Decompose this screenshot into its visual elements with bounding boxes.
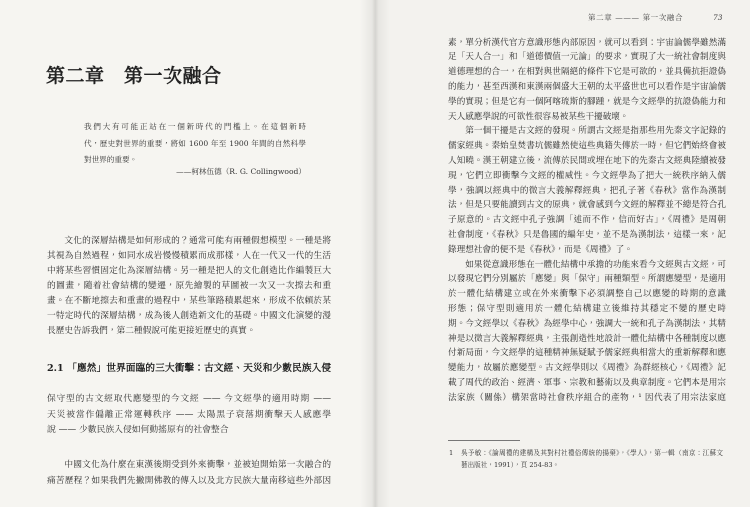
paragraph-line: 文化的深層結構是如何形成的？通常可能有兩種假想模型。一種是將: [64, 235, 331, 246]
paragraph-line: 學的實現；但是它有一個阿喀琉斯的腳踵，就是今文經學的抗證偽能力和: [448, 96, 726, 107]
running-header: 第二章 ——— 第一次融合: [588, 13, 684, 22]
paragraph-line: 法家族（關係）構架當時社會秩序組合的產物，¹ 因代表了用宗法家庭: [448, 392, 726, 403]
paragraph-line: 一特定時代的深層結構，成為後人創造新文化的基礎。中國文化演變的漫: [47, 310, 331, 321]
paragraph-line: 如果從意識形態在一體化結構中承擔的功能來看今文經與古文經，可: [465, 259, 726, 270]
footnote-line: 吳予敏：《論周禮的建構及其對村社禮俗傳統的揚棄》，《學人》，第一輯（南京：江蘇文: [461, 449, 723, 457]
chapter-title: 第二章 第一次融合: [46, 65, 222, 87]
paragraph-line: 社會制度，《春秋》只是魯國的編年史，並不是為漢制法，這樣一來，記: [448, 229, 726, 240]
paragraph-line: 形態；保守型則適用於一體化結構建立後維持其穩定不變的歷史時: [448, 303, 726, 314]
body-paragraph: [448, 124, 726, 257]
paragraph-line: 現，它們立即衝擊今文經的權威性。今文經學為了把大一統秩序納入儒: [448, 170, 726, 181]
epigraph-attribution: ——柯林伍德（R. G. Collingwood）: [176, 167, 306, 176]
paragraph-line: 錄理想社會的便不是《春秋》，而是《周禮》了。: [448, 244, 633, 255]
footnote-line: 藝出版社，1991），頁 254-83。: [461, 461, 560, 469]
paragraph-line: 變能力，故屬於應變型。古文經學則以《周禮》為群經核心，《周禮》記: [448, 363, 726, 374]
footnote-text: [461, 447, 723, 471]
paragraph-line: 人知曉。漢王朝建立後，流傳於民間或埋在地下的先秦古文經典陸續被發: [448, 155, 726, 166]
summary-line: 說 —— 少數民族入侵如何動搖原有的社會整合: [47, 425, 229, 435]
footnote-rule: [448, 440, 520, 441]
epigraph-line: 我們大有可能正站在一個新時代的門檻上。在這個新時: [84, 122, 306, 131]
summary-line: 保守型的古文經取代應變型的今文經 —— 今文經學的適用時期 ——: [47, 394, 331, 404]
paragraph-line: 的能力，甚至西漢和東漢兩個盛大王朝的太平盛世也可以看作是宇宙論儒: [448, 81, 726, 92]
paragraph-line: 中將某些習慣固定化為深層結構。另一種是把人的文化創造比作編製巨大: [47, 265, 331, 276]
paragraph-line: 其視為自然過程，如同水成岩慢慢積累而成那樣，人在一代又一代的生活: [47, 250, 331, 261]
paragraph-line: 畫。在不斷地擦去和重畫的過程中，某些筆路積累起來，形成不依賴於某: [47, 295, 331, 306]
paragraph-line: 天人感應學說的可欲性很容易被某些干擾破壞。: [448, 111, 629, 122]
paragraph-line: 道德理想的合一，在相對與世隔絕的條件下它是可欲的，並具備抗拒證偽: [448, 67, 726, 78]
paragraph-line: 的圖畫，隨着社會結構的變遷，原先繪製的草圖被一次又一次擦去和重: [47, 280, 331, 291]
paragraph-line: 載了周代的政治、經濟、軍事、宗教和藝術以及典章制度。它們本是用宗: [448, 377, 726, 388]
paragraph-line: 法，但是只要能讀到古文的原典，就會感到今文經的解釋並不總是符合孔: [448, 200, 726, 211]
paragraph-line: 痛苦歷程？如果我們先撇開佛教的傳入以及北方民族大量南移這些外部因: [47, 475, 331, 486]
paragraph-line: 付新局面，今文經學的這種精神無疑賦予儒家經典相當大的重新解釋和應: [448, 348, 726, 359]
paragraph-line: 中國文化為什麼在東漢後期受到外來衝擊，並被迫開始第一次融合的: [64, 460, 331, 470]
paragraph-line: 學，強調以經典中的微言大義解釋經典，把孔子著《春秋》當作為漢制: [448, 185, 726, 196]
body-paragraph: [448, 36, 726, 125]
epigraph-line: 對世界的重要。: [84, 155, 138, 164]
paragraph-line: 以發現它們分別屬於「應變」與「保守」兩種類型。所謂應變型，是適用: [448, 274, 726, 285]
paragraph-line: 足「天人合一」和「道德價值一元論」的要求，實現了大一統社會制度與: [448, 52, 726, 63]
paragraph-line: 素，單分析漢代官方意識形態內部原因，就可以看到：宇宙論儒學雖然滿: [448, 37, 726, 48]
epigraph: [84, 119, 306, 169]
summary-line: 天災被當作偏離正常運轉秩序 —— 太陽黑子衰落期衝擊天人感應學: [47, 409, 331, 420]
intro-paragraph: [47, 234, 331, 339]
footnote-marker: 1: [449, 449, 454, 457]
epigraph-line: 代，歷史對世界的重要，將如 1600 年至 1900 年間的自然科學: [84, 138, 306, 148]
paragraph-line: 儒家經典。秦始皇焚書坑儒雖然使這些典籍失傳於一時，但它們始終會被: [448, 141, 726, 152]
paragraph-line: 長歷史告訴我們，第二種假說可能更接近歷史的真實。: [47, 325, 256, 336]
body-paragraph: [47, 458, 331, 489]
paragraph-line: 神是以微言大義解釋經典，主張創造性地設計一體化結構中各種制度以應: [448, 333, 726, 344]
section-summary: [47, 392, 331, 439]
paragraph-line: 子原意的。古文經中孔子強調「述而不作，信而好古」，《周禮》是周朝: [448, 215, 726, 226]
body-paragraph: [448, 258, 726, 406]
paragraph-line: 第一個干擾是古文經的發現。所謂古文經是指那些用先秦文字記錄的: [465, 126, 726, 137]
section-heading: 2.1 「應然」世界面臨的三大衝擊：古文經、天災和少數民族入侵: [47, 363, 331, 374]
paragraph-line: 於一體化結構建立或在外來衝擊下必須調整自己以應變的時期的意識: [448, 289, 726, 300]
page-number: 73: [713, 13, 723, 22]
paragraph-line: 期。今文經學以《春秋》為經學中心，強調大一統和孔子為漢制法，其精: [448, 318, 726, 329]
